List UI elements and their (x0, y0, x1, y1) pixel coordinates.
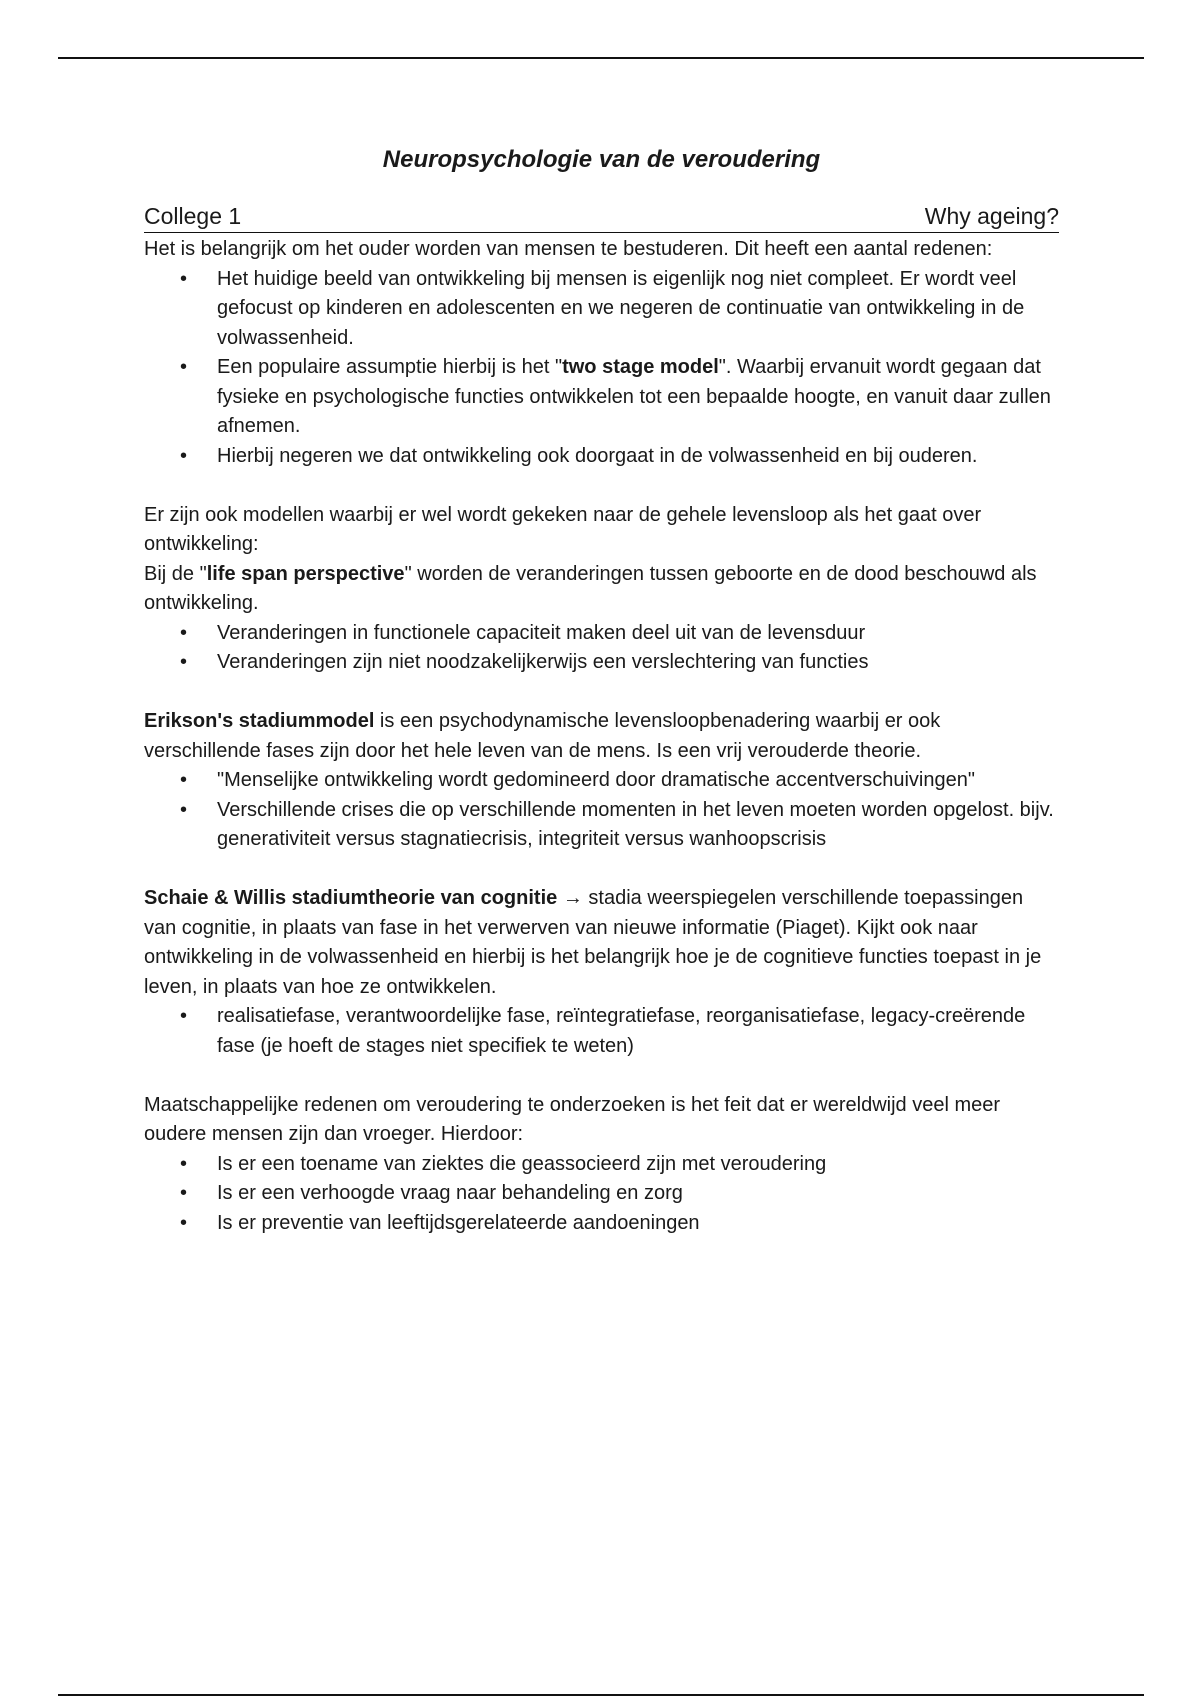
list-item: • Is er een toename van ziektes die geassocieerd zijn met veroudering (144, 1150, 1059, 1180)
list-item: • Verschillende crises die op verschillende momenten in het leven moeten worden opgelost. bijv. generativiteit versus stagnatiecrisis, integriteit versus wanhoopscrisis (144, 796, 1059, 855)
bottom-rule (58, 1694, 1144, 1696)
list-item: • Is er preventie van leeftijdsgerelateerde aandoeningen (144, 1209, 1059, 1239)
intro-bullet-list (144, 265, 1059, 472)
society-bullet-list (144, 1150, 1059, 1239)
bullet-icon: • (180, 621, 188, 644)
document-title: Neuropsychologie van de veroudering (382, 146, 821, 173)
bullet-icon: • (180, 651, 188, 673)
term-schaie-willis: Schaie & Willis stadiumtheorie van cognitie (144, 887, 558, 909)
bullet-icon: • (180, 769, 188, 791)
top-rule (58, 57, 1144, 59)
list-item: • Een populaire assumptie hierbij is het "two stage model". Waarbij ervanuit wordt gegaan dat fysieke en psychologische functies ontwikkelen tot een bepaalde hoogte, en vanuit daar zullen afnemen. (144, 353, 1059, 442)
arrow-icon: → (557, 887, 589, 909)
bullet-icon: • (180, 1005, 188, 1027)
list-item: • Hierbij negeren we dat ontwikkeling ook doorgaat in de volwassenheid en bij ouderen. (144, 442, 1059, 472)
erikson-bullet-list (144, 766, 1059, 855)
college-topic: Why ageing? (924, 203, 1059, 229)
intro-paragraph: Het is belangrijk om het ouder worden van mensen te bestuderen. Dit heeft een aantal redenen: (144, 238, 993, 260)
term-life-span-perspective: life span perspective (206, 562, 405, 585)
bullet-icon: • (180, 444, 188, 467)
list-item: • realisatiefase, verantwoordelijke fase, reïntegratiefase, reorganisatiefase, legacy-creërende fase (je hoeft de stages niet specifiek te weten) (144, 1002, 1059, 1061)
list-item: • Veranderingen zijn niet noodzakelijkerwijs een verslechtering van functies (144, 648, 1059, 678)
bullet-icon: • (180, 1211, 188, 1234)
term-erikson-stadiummodel: Erikson's stadiummodel (144, 710, 375, 732)
bullet-icon: • (180, 798, 188, 821)
bullet-icon: • (180, 356, 188, 378)
document-body (144, 140, 1059, 1238)
list-item: • Het huidige beeld van ontwikkeling bij mensen is eigenlijk nog niet compleet. Er wordt veel gefocust op kinderen en adolescenten en we negeren de continuatie van ontwikkeling in de volwassenheid. (144, 265, 1059, 354)
lifespan-paragraph: Er zijn ook modellen waarbij er wel wordt gekeken naar de gehele levensloop als het gaat over ontwikkeling: Bij de "life span perspective" worden de veranderingen tussen geboorte en de dood beschouwd als ontwikkeling. (144, 503, 1037, 614)
list-item: • "Menselijke ontwikkeling wordt gedomineerd door dramatische accentverschuivingen" (144, 766, 1059, 796)
list-item: • Is er een verhoogde vraag naar behandeling en zorg (144, 1179, 1059, 1209)
bullet-icon: • (180, 1152, 188, 1175)
college-header (144, 200, 1059, 233)
schaie-willis-bullet-list (144, 1002, 1059, 1061)
schaie-willis-paragraph: Schaie & Willis stadiumtheorie van cognitie → stadia weerspiegelen verschillende toepassingen van cognitie, in plaats van fase in het verwerven van nieuwe informatie (Piaget). Kijkt ook naar ontwikkeling in de volwassenheid en hierbij is het belangrijk hoe je de cognitieve functies toepast in je leven, in plaats van hoe ze ontwikkelen. (144, 887, 1042, 998)
bullet-icon: • (180, 1182, 188, 1204)
bullet-icon: • (180, 267, 188, 290)
society-paragraph: Maatschappelijke redenen om veroudering te onderzoeken is het feit dat er wereldwijd veel meer oudere mensen zijn dan vroeger. Hierdoor: (144, 1093, 1001, 1145)
term-two-stage-model: two stage model (562, 356, 719, 378)
list-item: • Veranderingen in functionele capaciteit maken deel uit van de levensduur (144, 619, 1059, 649)
lifespan-bullet-list (144, 619, 1059, 678)
college-number: College 1 (144, 203, 242, 229)
erikson-paragraph: Erikson's stadiummodel is een psychodynamische levensloopbenadering waarbij er ook verschillende fases zijn door het hele leven van de mens. Is een vrij verouderde theorie. (144, 710, 941, 762)
